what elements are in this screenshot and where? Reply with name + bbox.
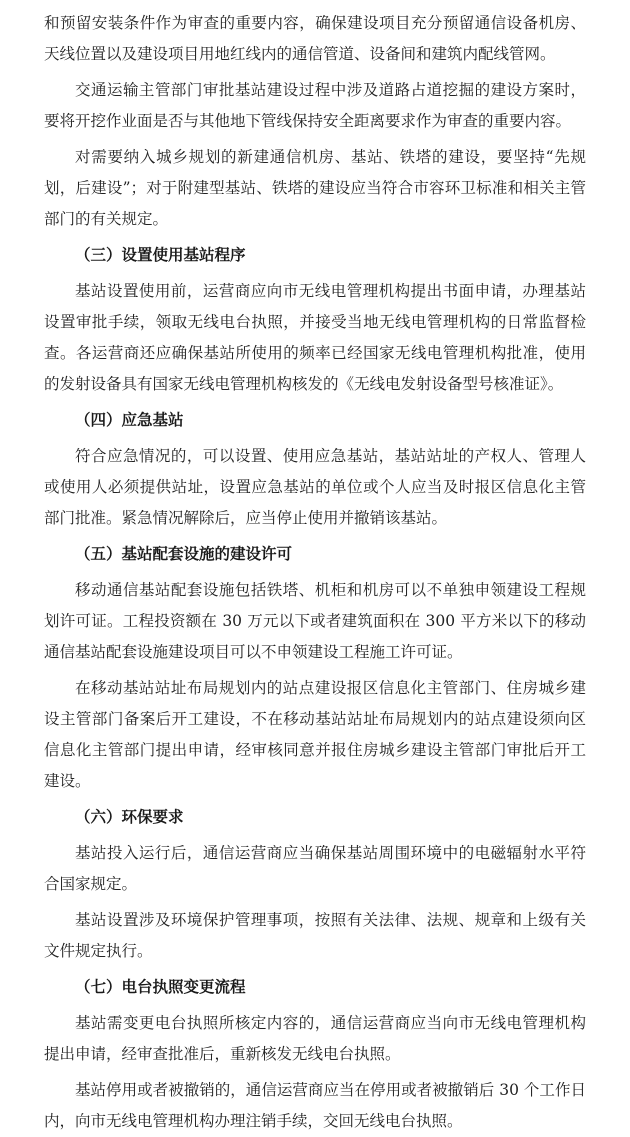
- paragraph-license-change: 基站需变更电台执照所核定内容的，通信运营商应当向市无线电管理机构提出申请，经审查批准后，重新核发无线电台执照。: [44, 1014, 586, 1063]
- section-heading-7: （七）电台执照变更流程: [75, 978, 246, 996]
- section-heading-6: （六）环保要求: [75, 808, 184, 826]
- paragraph-radiation-level: 基站投入运行后，通信运营商应当确保基站周围环境中的电磁辐射水平符合国家规定。: [44, 844, 586, 893]
- paragraph-plan-first: 对需要纳入城乡规划的新建通信机房、基站、铁塔的建设，要坚持“先规划，后建设”；对于附建型基站、铁塔的建设应当符合市容环卫标准和相关主管部门的有关规定。: [44, 148, 586, 228]
- paragraph-permit-exemption: 移动通信基站配套设施包括铁塔、机柜和机房可以不单独申领建设工程规划许可证。工程投资额在 30 万元以下或者建筑面积在 300 平方米以下的移动通信基站配套设施建设项目可以不申领建设工程施工许可证。: [44, 581, 586, 661]
- paragraph-env-regulations: 基站设置涉及环境保护管理事项，按照有关法律、法规、规章和上级有关文件规定执行。: [44, 911, 586, 960]
- paragraph-road-excavation: 交通运输主管部门审批基站建设过程中涉及道路占道挖掘的建设方案时，要将开挖作业面是否与其他地下管线保持安全距离要求作为审查的重要内容。: [44, 81, 586, 130]
- paragraph-setup-procedure: 基站设置使用前，运营商应向市无线电管理机构提出书面申请，办理基站设置审批手续，领取无线电台执照，并接受当地无线电管理机构的日常监督检查。各运营商还应确保基站所使用的频率已经国家无线电管理机构批准，使用的发射设备具有国家无线电管理机构核发的《无线电发射设备型号核准证》。: [44, 282, 586, 393]
- paragraph-emergency-station: 符合应急情况的，可以设置、使用应急基站，基站站址的产权人、管理人或使用人必须提供站址，设置应急基站的单位或个人应当及时报区信息化主管部门批准。紧急情况解除后，应当停止使用并撤销该基站。: [44, 447, 586, 527]
- section-heading-4: （四）应急基站: [75, 411, 184, 429]
- section-heading-5: （五）基站配套设施的建设许可: [75, 545, 293, 563]
- paragraph-planning-review: 和预留安装条件作为审查的重要内容，确保建设项目充分预留通信设备机房、天线位置以及建设项目用地红线内的通信管道、设备间和建筑内配线管网。: [44, 14, 586, 63]
- paragraph-license-cancel: 基站停用或者被撤销的，通信运营商应当在停用或者被撤销后 30 个工作日内，向市无线电管理机构办理注销手续，交回无线电台执照。: [44, 1081, 586, 1130]
- section-heading-3: （三）设置使用基站程序: [75, 246, 246, 264]
- paragraph-filing-procedure: 在移动基站站址布局规划内的站点建设报区信息化主管部门、住房城乡建设主管部门备案后开工建设，不在移动基站站址布局规划内的站点建设须向区信息化主管部门提出申请，经审核同意并报住房城乡建设主管部门审批后开工建设。: [44, 679, 586, 790]
